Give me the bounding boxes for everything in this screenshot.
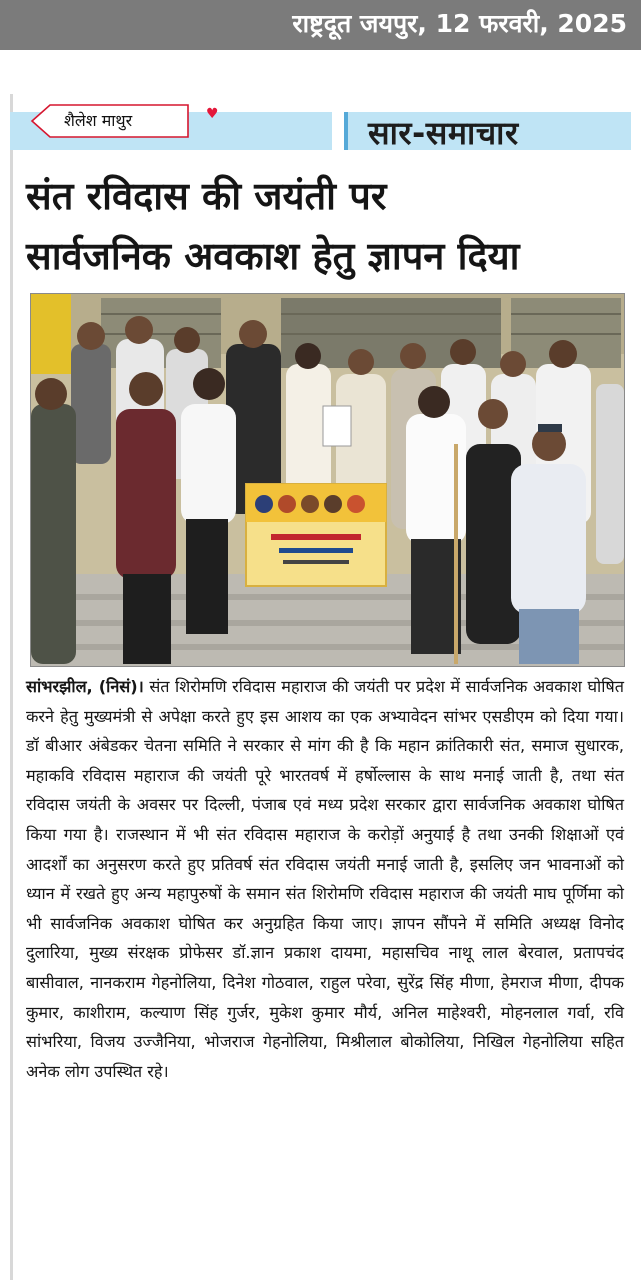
news-photo [30,293,625,667]
article-body [26,672,624,1086]
headline-line-1: संत रविदास की जयंती पर [26,174,387,218]
headline-line-2: सार्वजनिक अवकाश हेतु ज्ञापन दिया [26,234,520,278]
byline-author: शैलेश माथुर [64,111,133,130]
article-paragraph [26,672,624,1086]
article-body-text: संत शिरोमणि रविदास महाराज की जयंती पर प्रदेश में सार्वजनिक अवकाश घोषित करने हेतु मुख्यमंत्री से अपेक्षा करते हुए इस आशय का एक अभ्यावेदन सांभर एसडीएम को दिया गया। डॉ बीआर अंबेडकर चेतना समिति ने सरकार से मांग की है कि महान क्रांतिकारी संत, समाज सुधारक, महाकवि रविदास महाराज की जयंती पूरे भारतवर्ष में हर्षोल्लास के साथ मनाई जाती है, तथा संत रविदास जयंती के अवसर पर दिल्ली, पंजाब एवं मध्य प्रदेश सरकार द्वारा सार्वजनिक अवकाश घोषित किया गया है। राजस्थान में भी संत रविदास महाराज के करोड़ों अनुयाई है तथा उनकी शिक्षाओं एवं आदर्शों का अनुसरण करते हुए प्रतिवर्ष संत रविदास जयंती मनाई जाती है, इसलिए जन भावनाओं को ध्यान में रखते हुए अन्य महापुरुषों के समान संत शिरोमणि रविदास महाराज की जयंती माघ पूर्णिमा को भी सार्वजनिक अवकाश घोषित कर अनुग्रहित किया जाए। ज्ञापन सौंपने में समिति अध्यक्ष विनोद दुलारिया, मुख्य संरक्षक प्रोफेसर डॉ.ज्ञान प्रकाश दायमा, महासचिव नाथू लाल बेरवाल, प्रतापचंद बासीवाल, नानकराम गेहनोलिया, दिनेश गोठवाल, राहुल परेवा, सुरेंद्र सिंह मीणा, हेमराज मीणा, दीपक कुमार, काशीराम, कल्याण सिंह गुर्जर, मुकेश कुमार मौर्य, अनिल माहेश्वरी, मोहनलाल गर्वा, रवि सांभरिया, विजय उज्जैनिया, भोजराज गेहनोलिया, मिश्रीलाल बोकोलिया, निखिल गेहनोलिया सहित अनेक लोग उपस्थित रहे। [26,677,625,1081]
masthead-bar [0,0,641,50]
article-dateline: सांभरझील, (निसं)। [26,677,144,696]
masthead-title: राष्ट्रदूत जयपुर, 12 फरवरी, 2025 [292,9,627,38]
left-rule [10,94,13,1280]
page-gap [0,50,641,94]
headline [26,166,626,286]
heart-icon: ♥ [206,106,219,122]
group-photo-image [31,294,624,666]
byline-tag [30,104,219,136]
section-label: सार-समाचार [368,114,519,152]
news-clipping [10,94,631,1280]
